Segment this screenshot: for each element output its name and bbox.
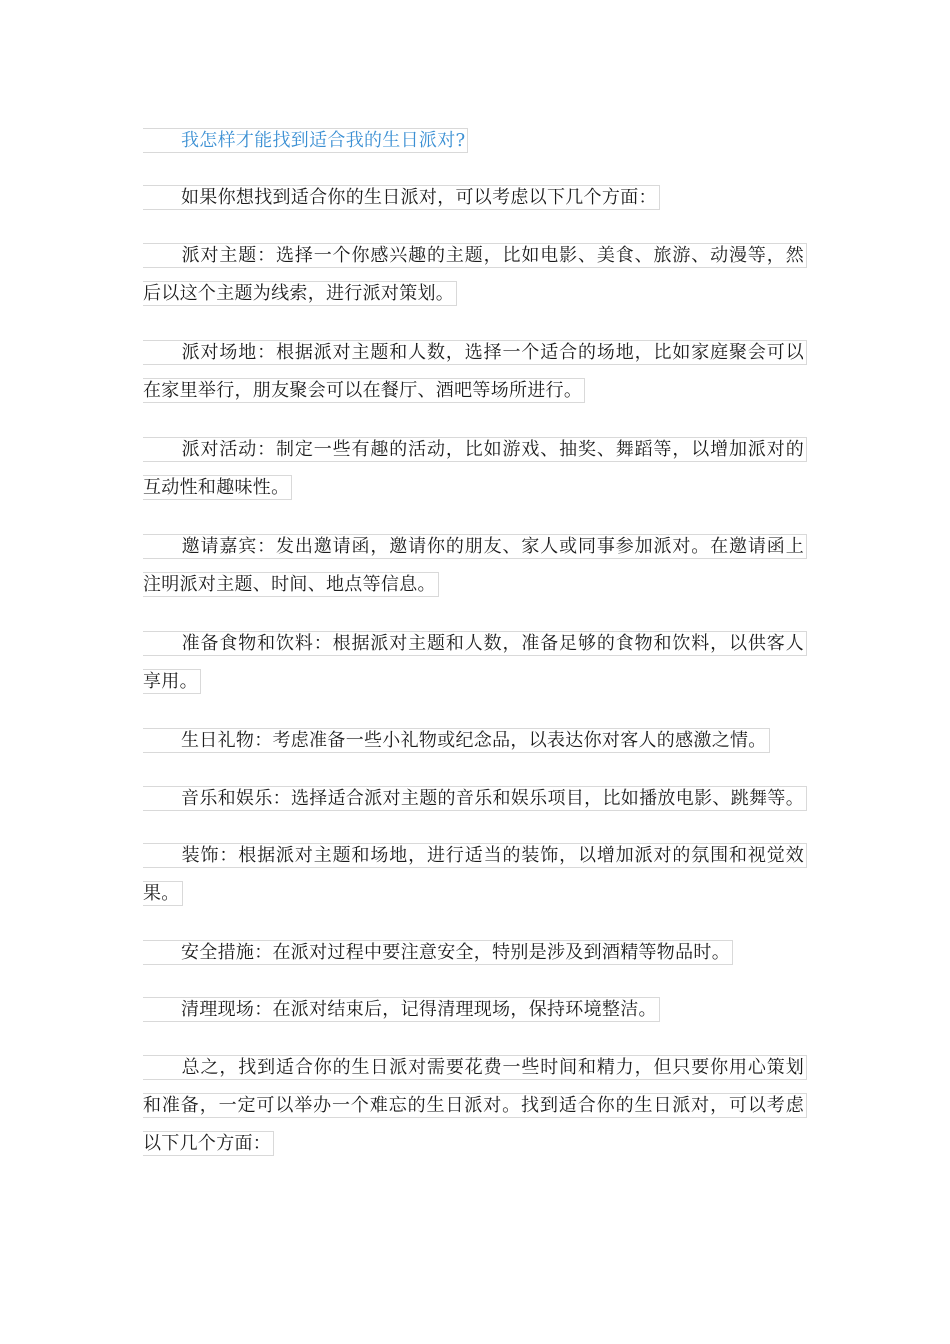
list-item <box>143 625 807 701</box>
conclusion-paragraph <box>143 1049 807 1163</box>
item-text-line1: 派对场地：根据派对主题和人数，选择一个适合的场地，比如家庭聚会可以 <box>181 342 804 363</box>
title-text: 我怎样才能找到适合我的生日派对? <box>181 130 466 151</box>
item-text-line2: 在家里举行，朋友聚会可以在餐厅、酒吧等场所进行。 <box>143 380 583 401</box>
intro-paragraph <box>143 179 807 217</box>
conclusion-line3: 以下几个方面： <box>143 1133 272 1154</box>
item-text-line2: 后以这个主题为线索，进行派对策划。 <box>143 283 455 304</box>
item-text-line1: 邀请嘉宾：发出邀请函，邀请你的朋友、家人或同事参加派对。在邀请函上 <box>181 536 804 557</box>
page-title <box>143 122 807 160</box>
list-item <box>143 722 807 760</box>
item-text-line1: 生日礼物：考虑准备一些小礼物或纪念品，以表达你对客人的感激之情。 <box>181 730 767 751</box>
conclusion-line1: 总之，找到适合你的生日派对需要花费一些时间和精力，但只要你用心策划 <box>181 1057 804 1078</box>
list-item <box>143 528 807 604</box>
list-item <box>143 334 807 410</box>
intro-box <box>143 185 660 210</box>
intro-text: 如果你想找到适合你的生日派对，可以考虑以下几个方面： <box>181 187 657 208</box>
list-item <box>143 837 807 913</box>
conclusion-line2: 和准备，一定可以举办一个难忘的生日派对。找到适合你的生日派对，可以考虑 <box>143 1095 804 1116</box>
item-text-line1: 音乐和娱乐：选择适合派对主题的音乐和娱乐项目，比如播放电影、跳舞等。 <box>181 788 804 809</box>
list-item <box>143 431 807 507</box>
list-item <box>143 991 807 1029</box>
item-text-line1: 派对主题：选择一个你感兴趣的主题，比如电影、美食、旅游、动漫等，然 <box>181 245 804 266</box>
list-item <box>143 237 807 313</box>
item-text-line2: 互动性和趣味性。 <box>143 477 290 498</box>
title-box <box>143 128 468 153</box>
item-text-line2: 果。 <box>143 883 180 904</box>
list-item <box>143 780 807 818</box>
item-text-line1: 清理现场：在派对结束后，记得清理现场，保持环境整洁。 <box>181 999 657 1020</box>
item-text-line1: 安全措施：在派对过程中要注意安全，特别是涉及到酒精等物品时。 <box>181 942 730 963</box>
item-text-line1: 装饰：根据派对主题和场地，进行适当的装饰，以增加派对的氛围和视觉效 <box>181 845 804 866</box>
list-item <box>143 934 807 972</box>
item-text-line2: 享用。 <box>143 671 198 692</box>
item-text-line2: 注明派对主题、时间、地点等信息。 <box>143 574 436 595</box>
item-text-line1: 准备食物和饮料：根据派对主题和人数，准备足够的食物和饮料，以供客人 <box>181 633 804 654</box>
item-text-line1: 派对活动：制定一些有趣的活动，比如游戏、抽奖、舞蹈等，以增加派对的 <box>181 439 804 460</box>
